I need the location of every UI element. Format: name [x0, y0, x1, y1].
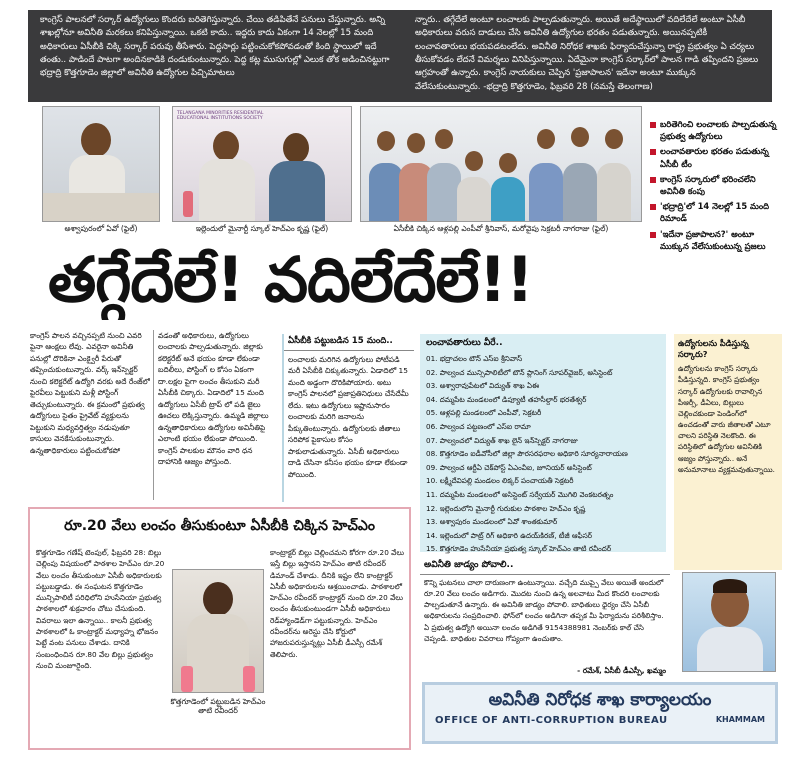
- highlights-list: [648, 118, 778, 252]
- lead-text-right: న్నారు.. తగ్గేదేలే అంటూ లంచాలకు పాల్పడుతున్నారు. అయితే అదేస్థాయిలో వదిలేదేలే అంటూ ఏసీబీ అధికారులు వరుస దాడులు చేసి అవినీతి ఉద్యోగుల భరతం పడుతున్నారు. అయినప్పటికీ లంచావతారులు భయపడటంలేదు. అవినీతి నిరోధక శాఖకు ఫిర్యాదుచేస్తున్నా రాష్ట్ర ప్రభుత్వం ఏ చర్యలు తీసుకోవడం లేదనే విమర్శలు వినిపిస్తున్నాయి. ఏదేమైనా కాంగ్రెస్ సర్కార్‌లో పాలన గాడి తప్పిందని ప్రజలు ఆగ్రహంతో ఉన్నారు. కాంగ్రెస్ నాయకులు చెప్పిన 'ప్రజాపాలన' ఇదేనా అంటూ ముక్కున వేలేసుకుంటున్నారు. -భద్రాద్రి కొత్తగూడెం, ఫిబ్రవరి 28 (నమస్తే తెలంగాణ): [415, 15, 759, 92]
- quote-sign: - రమేశ్, ఏసీబీ డీఎస్పీ, ఖమ్మం: [577, 666, 666, 675]
- bribe-list-title: లంచావతారులు వీరే..: [426, 338, 503, 348]
- bribe-list-item: 05. ఆళ్లపల్లి మండలంలో ఎంపీవో, సెక్రటరీ: [426, 408, 542, 418]
- acb-dsp-quote: [420, 558, 670, 678]
- highlight-item: బరితెగించి లంచాలకు పాల్పడుతున్న ప్రభుత్వ ఉద్యోగులు: [648, 118, 778, 142]
- bribe-list-item: 02. పాల్వంచ మున్సిపాలిటీలో టౌన్ ప్లానింగ్ సూపర్‌వైజర్, అసిస్టెంట్: [426, 367, 613, 377]
- signboard-english: OFFICE OF ANTI-CORRUPTION BUREAU: [435, 715, 668, 726]
- bribe-list-item: 06. పాల్వంచ పట్టణంలో ఎస్ఐ రామా: [426, 421, 531, 431]
- signboard-telugu: అవినీతి నిరోధక శాఖ కార్యాలయం: [488, 690, 712, 710]
- quote-body: కొన్ని ఘటనలు చాలా దారుణంగా ఉంటున్నాయి. వచ్చేది ముప్పై వేలు అయితే అందులో రూ.20 వేలు లంచం అడిగారు. మొదట నుంచి ఉన్న అలవాటు మీద కొందరి లంచాలకు పాల్పడుతూనే ఉన్నారు. ఈ అవినీతి జాడ్యం పోవాలి. బాధితులు ధైర్యం చేసి ఏసీబీ అధికారులను సంప్రదించాలి. ఫోన్‌లో లంచం అడిగినా తప్పక మీ ఫిర్యాదును పరిశీలిస్తాం. ఏ ప్రభుత్వ ఉద్యోగి అయినా లంచం అడిగితే 9154388981 నెంబర్‌కు కాల్ చేసి చెప్పండి. బాధితుల వివరాలు గోప్యంగా ఉంచుతాం.: [424, 578, 664, 643]
- photo-hm-krishna: [172, 106, 352, 222]
- hm-photo: [172, 569, 264, 693]
- acb-15-title: ఏసీబీకి పట్టుబడిన 15 మంది..: [284, 334, 414, 351]
- bribe-list-item: 04. దమ్మపేట మండలంలో డిప్యూటీ తహసీల్దార్ భరతేశ్వర్: [426, 394, 587, 404]
- bribe-list-item: 07. పాల్వంచలో విద్యుత్ శాఖ లైన్ ఇన్‌స్పెక్టర్ నాగరాజు: [426, 435, 578, 445]
- bribe-list-item: 09. పాల్వంచ ఆర్టీఏ చెక్‌పోస్ట్ ఏఎంవీఐ, జూనియర్ అసిస్టెంట్: [426, 462, 592, 472]
- photo-ao: [42, 106, 160, 222]
- acb-signboard: [422, 682, 778, 744]
- bribe-list-item: 15. కొత్తగూడెం హుసేనీయా ప్రభుత్వ స్కూల్ హెచ్ఎం తాటి రవీందర్: [426, 544, 612, 554]
- lead-text-left: కాంగ్రెస్ పాలనలో సర్కార్ ఉద్యోగులు కొందరు బరితెగిస్తున్నారు. చేయి తడిపితేనే పనులు చేస్తున్నారు. అన్ని శాఖల్లోనూ అవినీతి మరకలు కనిపిస్తున్నాయి. ఒకటి కాదు.. ఇద్దరు కాదు ఏకంగా 14 నెలల్లో 15 మంది అధికారులు ఏసీబీకి చిక్కి సర్కార్ పరువు తీసేశారు. పెద్దసార్లు పట్టించుకోకపోవడంతో కింది స్థాయిలో ఇదే తంతు.. పాడిందే పాటగా అందినకాడికి దండుకుంటున్నారు. పెద్ద కట్ల ముసుగుల్లో ఎలుక తోక అడించినట్టుగా భద్రాద్రి కొత్తగూడెం జిల్లాలో అవినీతి ఉద్యోగుల పిచ్చిమాటలు: [40, 15, 390, 79]
- bribe-list-item: 12. ఇల్లెందులోని మైనార్టీ గురుకుల పాఠశాల హెచ్ఎం కృష్ణ: [426, 503, 586, 513]
- column-divider: [153, 330, 154, 500]
- quote-title: అవినీతి జాడ్యం పోవాలి..: [420, 558, 670, 575]
- bribe-list-item: 13. అశ్వాపురం మండలంలో ఏవో శాంతకుమార్: [426, 517, 558, 527]
- banner-text: TELANGANA MINORITIES RESIDENTIAL EDUCATIONAL INSTITUTIONS SOCIETY: [177, 111, 264, 122]
- body-column-1: కాంగ్రెస్ పాలన వచ్చినప్పటి నుంచి ఎవరి పైనా ఆంక్షలు లేవు. ఎవరైనా అవినీతి పనుల్లో దొరికినా ఎంక్వైరీ పేరుతో తప్పించుకుంటున్నారు. వర్క్ ఇన్‌స్పెక్టర్ నుంచి కలెక్టరేట్ ఉద్యోగి వరకు అదే రేంజ్‌లో పైరవీలు పెట్టుకుని మళ్లీ పోస్టింగ్ తెచ్చుకుంటున్నారు. ఈ క్రమంలో ప్రభుత్వ ఉద్యోగులు సైతం ప్రైవేట్ వ్యక్తులను పెట్టుకుని మధ్యవర్తిత్వం నడుపుతూ కాసులు వెనకేసుకుంటున్నారు. ఉన్నతాధికారులు పట్టించుకోకపో: [30, 331, 150, 455]
- hm-story-left: కొత్తగూడెం గణేష్ టెంపుల్, ఫిబ్రవరి 28: బిల్లు చెల్లింపు విషయంలో పాఠశాల హెచ్ఎం రూ.20 వేలు లంచం తీసుకుంటూ ఏసీబీ అధికారులకు పట్టుబడ్డాడు. ఈ సంఘటన కొత్తగూడెం మున్సిపాలిటీ పరిధిలోని హుసేనియా ప్రభుత్వ పాఠశాలలో శుక్రవారం చోటు చేసుకుంది. వివరాలు ఇలా ఉన్నాయి.. కాలనీ ప్రభుత్వ పాఠశాలలో ఓ కాంట్రాక్టర్ మధ్యాహ్న భోజనం పెట్టే వంట పనులు చేశాడు. దానికి సంబంధించిన రూ.80 వేల బిల్లు ప్రభుత్వం నుంచి మంజూరైంది.: [36, 548, 165, 670]
- highlight-item: 'ఇదేనా ప్రజాపాలన?' అంటూ ముక్కున వేలేసుకుంటున్న ప్రజలు: [648, 228, 778, 252]
- dsp-photo: [682, 572, 776, 672]
- photo-caption-hm: ఇల్లెందులో మైనార్టీ స్కూల్ హెచ్ఎం కృష్ణ (ఫైల్): [195, 224, 329, 233]
- bribe-list-item: 10. లక్ష్మీదేవిపల్లి మండలం లిక్కర్ పంచాయతీ సెక్రటరీ: [426, 476, 574, 486]
- bribe-list-item: 03. అశ్వారావుపేటలో విద్యుత్ శాఖ ఏఈ: [426, 381, 540, 391]
- bribe-list-item: 14. ఇల్లెందులో పాట్ర్ రిగ్ అధికారి ఉదయ్‌కిరణ్, టీజీ ఆఫీసర్: [426, 530, 593, 540]
- photo-mpo-secretary: [360, 106, 642, 222]
- bribe-list-item: 11. దమ్మపేట మండలంలో అసిస్టెంట్ సర్వేయర్ మొగిలి వెంకటరత్నం: [426, 489, 614, 499]
- bribe-list-item: 08. కొత్తగూడెం ఐడీవోసీలో జిల్లా పౌరసరఫరాల అధికారి సూర్యనారాయణ: [426, 449, 628, 459]
- highlight-item: 'భద్రాద్రి'లో 14 నెలల్లో 15 మంది రిమాండ్: [648, 200, 778, 224]
- bribe-list-item: 01. భద్రాచలం టౌన్ ఎస్ఐ శ్రీనివాస్: [426, 354, 523, 363]
- hm-story-title: రూ.20 వేలు లంచం తీసుకుంటూ ఏసీబీకి చిక్కిన హెచ్ఎం: [64, 518, 375, 534]
- sidebar-body: ఉద్యోగులను కాంగ్రెస్ సర్కారు పీడిస్తున్నది. కాంగ్రెస్ ప్రభుత్వం సర్కార్ ఉద్యోగులకు రావాల్సిన పీఆర్సీ, డీఏలు, బిల్లులు చెల్లించకుండా పెండింగ్‌లో ఉంచడంతో వారు జీతాలతో ఎటూ చాలని పరిస్థితి నెలకొంది. ఈ పరిస్థితిలో ఉద్యోగుల అవినీతికి ఆజ్యం పోస్తున్నారు.. అనే అనుమానాలు వ్యక్తమవుతున్నాయి.: [678, 364, 775, 474]
- photo-caption-mpo: ఏసీబీకి చిక్కిన ఆళ్లపల్లి ఎంపీవో శ్రీనివాస్, మరోవైపు సెక్రటరీ నాగరాజు (ఫైల్): [393, 224, 609, 233]
- acb-15-body: లంచాలకు మరిగిన ఉద్యోగులు పోటీపడి మరీ ఏసీబీకి చిక్కుతున్నారు. ఏడాదిలో 15 మంది అడ్డంగా దొరికిపోయారు. అటు కాంగ్రెస్ పాలనలో ప్రజాప్రతినిధులు చేసేదేమీ లేదు. ఇటు ఉద్యోగులు ఇష్టానుసారం లంచాలకు మరిగి జనాలను పీక్కుతింటున్నారు. ఉద్యోగులకు జీతాలు సరిపోక పైకాసుల కోసం పాకులాడుతున్నారు. ఏసీబీ అధికారులు దాడి చేసినా కనీసం భయం కూడా లేకుండా పోయింది.: [288, 355, 409, 479]
- hm-photo-caption: కొత్తగూడెంలో పట్టుబడిన హెచ్ఎం తాటి రవీందర్: [170, 697, 266, 715]
- highlight-item: కాంగ్రెస్ సర్కారులో భరించలేని అవినీతి కంపు: [648, 173, 778, 197]
- sidebar-title: ఉద్యోగులను పీడిస్తున్న సర్కారు?: [678, 338, 749, 359]
- photo-caption-ao: అశ్వాపురంలో ఏవో (ఫైల్): [64, 224, 138, 233]
- highlight-item: లంచావతారుల భరతం పడుతున్న ఏసీబీ టీం: [648, 145, 778, 169]
- headline: తగ్గేదేలే! వదిలేదేలే!!: [48, 243, 534, 316]
- employees-sidebar: [674, 334, 782, 570]
- body-column-2: వడంతో అధికారులు, ఉద్యోగులు లంచాలకు పాల్పడుతున్నారు. జిల్లాకు కలెక్టరేట్ అనే భయం కూడా లేకుండా బదిలీలు, పోస్టింగ్ ల కోసం ఏకంగా దా.లక్షల పైగా లంచం తీసుకుని మరీ ఏసీబీకి చిక్కారు. ఏడాదిలో 15 మంది ఉద్యోగులు ఏసీబీ ట్రాప్ లో పడి జైలు ఊచలు లెక్కిస్తున్నారు. ఉమ్మడి జిల్లాలు ఉన్నతాధికారులు ఉద్యోగుల అవినీతిపై ఎలాంటి భయం లేకుండా పోయింది. కాంగ్రెస్ పాలకుల మౌనం వారి ధన దాహానికి ఆజ్యం పోస్తుంది.: [158, 331, 269, 467]
- bribe-list: [420, 352, 666, 556]
- bribe-takers-box: [420, 334, 666, 552]
- signboard-city: KHAMMAM: [715, 715, 765, 724]
- hm-story-box: [28, 507, 411, 750]
- hm-story-right: కాంట్రాక్టర్ బిల్లు చెల్లించమని కోరగా రూ.20 వేలు ఇస్తే బిల్లు ఇస్తానని హెచ్ఎం తాటి రవీందర్ డిమాండ్ చేశాడు. దీనికి ఇష్టం లేని కాంట్రాక్టర్ ఏసీబీ అధికారులను ఆశ్రయించాడు. పాఠశాలలో హెచ్ఎం రవీందర్ కాంట్రాక్టర్ నుంచి రూ.20 వేలు లంచం తీసుకుంటుండగా ఏసీబీ అధికారులు రెడ్‌హ్యాండెడ్‌గా పట్టుకున్నారు. హెచ్ఎం రవీందర్‌ను అరెస్టు చేసి కోర్టులో హాజరుపరుస్తున్నట్లు ఏసీబీ డీఎస్పీ రమేశ్ తెలిపారు.: [270, 548, 405, 659]
- acb-15-box: [282, 334, 414, 502]
